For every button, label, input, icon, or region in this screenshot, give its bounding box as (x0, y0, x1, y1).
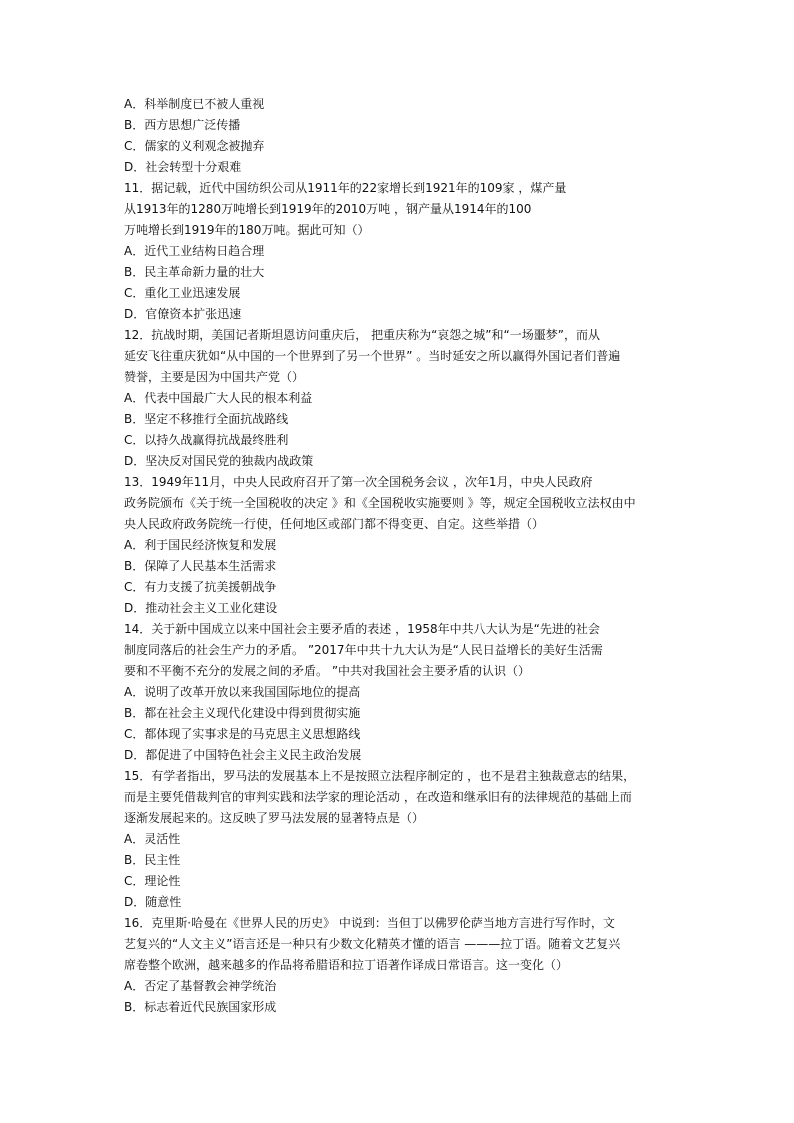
question-stem-line: 13．1949年11月，中央人民政府召开了第一次全国税务会议 ，次年1月，中央人民政府 (124, 475, 593, 489)
option-c: C．儒家的义利观念被抛弃 (124, 139, 265, 153)
option-b: B．民主革命新力量的壮大 (124, 265, 265, 279)
question-stem-line: 要和不平衡不充分的发展之间的矛盾。 ”中共对我国社会主要矛盾的认识（） (124, 664, 531, 678)
option-c: C．有力支援了抗美援朝战争 (124, 580, 277, 594)
question-stem-line: 15．有学者指出，罗马法的发展基本上不是按照立法程序制定的 ，也不是君主独裁意志的结果， (124, 769, 636, 783)
question-15 (124, 766, 684, 913)
option-d: D．都促进了中国特色社会主义民主政治发展 (124, 748, 362, 762)
question-stem-line: 万吨增长到1919年的180万吨。据此可知（） (124, 223, 370, 237)
option-b: B．民主性 (124, 853, 181, 867)
question-stem-line: 12．抗战时期，美国记者斯坦恩访问重庆后， 把重庆称为“哀怨之城”和“一场噩梦”，而从 (124, 328, 600, 342)
exam-content (124, 94, 684, 1018)
option-b: B．坚定不移推行全面抗战路线 (124, 412, 289, 426)
option-a: A．灵活性 (124, 832, 181, 846)
option-d: D．坚决反对国民党的独裁内战政策 (124, 454, 314, 468)
option-b: B．保障了人民基本生活需求 (124, 559, 277, 573)
option-a: A．近代工业结构日趋合理 (124, 244, 265, 258)
option-d: D．社会转型十分艰难 (124, 160, 242, 174)
question-stem-line: 央人民政府政务院统一行使，任何地区或部门都不得变更、自定。这些举措（） (124, 517, 545, 531)
option-c: C．重化工业迅速发展 (124, 286, 241, 300)
question-stem-line: 逐渐发展起来的。这反映了罗马法发展的显著特点是（） (124, 811, 425, 825)
question-stem-line: 11．据记载，近代中国纺织公司从1911年的22家增长到1921年的109家 ，煤产量 (124, 181, 567, 195)
question-stem-line: 16．克里斯·哈曼在《世界人民的历史》 中说到：当但丁以佛罗伦萨当地方言进行写作时，文 (124, 916, 615, 930)
question-14 (124, 619, 684, 766)
option-a: A．科举制度已不被人重视 (124, 97, 265, 111)
question-stem-line: 而是主要凭借裁判官的审判实践和法学家的理论活动 ，在改造和继承旧有的法律规范的基础上而 (124, 790, 632, 804)
question-10-options (124, 94, 684, 178)
option-a: A．利于国民经济恢复和发展 (124, 538, 277, 552)
option-a: A．否定了基督教会神学统治 (124, 979, 277, 993)
option-c: C．都体现了实事求是的马克思主义思想路线 (124, 727, 361, 741)
question-stem-line: 从1913年的1280万吨增长到1919年的2010万吨 ，钢产量从1914年的100 (124, 202, 532, 216)
question-stem-line: 延安飞往重庆犹如“从中国的一个世界到了另一个世界” 。当时延安之所以赢得外国记者们普遍 (124, 349, 621, 363)
option-a: A．代表中国最广大人民的根本利益 (124, 391, 313, 405)
option-b: B．标志着近代民族国家形成 (124, 1000, 277, 1014)
option-d: D．官僚资本扩张迅速 (124, 307, 242, 321)
option-c: C．理论性 (124, 874, 181, 888)
question-stem-line: 政务院颁布《关于统一全国税收的决定 》和《全国税收实施要则 》等，规定全国税收立法权由中 (124, 496, 636, 510)
question-stem-line: 艺复兴的“人文主义”语言还是一种只有少数文化精英才懂的语言 ———拉丁语。随着文艺复兴 (124, 937, 621, 951)
question-stem-line: 赞誉，主要是因为中国共产党（） (124, 370, 305, 384)
question-16 (124, 913, 684, 1018)
question-stem-line: 席卷整个欧洲，越来越多的作品将希腊语和拉丁语著作译成日常语言。这一变化（） (124, 958, 569, 972)
option-d: D．推动社会主义工业化建设 (124, 601, 278, 615)
question-12 (124, 325, 684, 472)
option-b: B．都在社会主义现代化建设中得到贯彻实施 (124, 706, 361, 720)
question-stem-line: 14．关于新中国成立以来中国社会主要矛盾的表述 ，1958年中共八大认为是“先进的社会 (124, 622, 600, 636)
question-13 (124, 472, 684, 619)
option-b: B．西方思想广泛传播 (124, 118, 241, 132)
option-a: A．说明了改革开放以来我国国际地位的提高 (124, 685, 361, 699)
question-11 (124, 178, 684, 325)
option-c: C．以持久战赢得抗战最终胜利 (124, 433, 289, 447)
option-d: D．随意性 (124, 895, 182, 909)
question-stem-line: 制度同落后的社会生产力的矛盾。 ”2017年中共十九大认为是“人民日益增长的美好生活需 (124, 643, 603, 657)
